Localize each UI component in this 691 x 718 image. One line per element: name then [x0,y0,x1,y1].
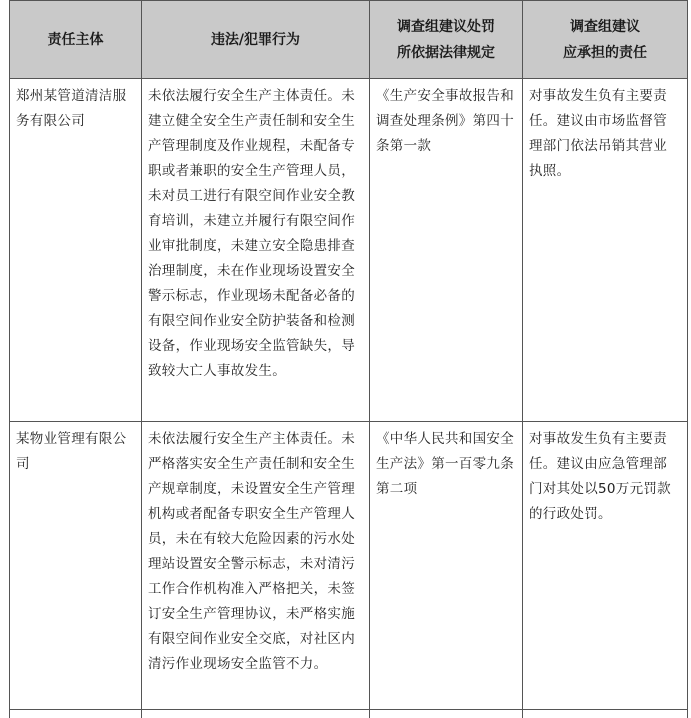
cell-subject: 某物业管理有限公司 [10,422,142,710]
cell-empty [523,710,688,718]
cell-empty [10,710,142,718]
cell-violation: 未依法履行安全生产主体责任。未建立健全安全生产责任制和安全生产管理制度及作业规程，未配备专职或者兼职的安全生产管理人员，未对员工进行有限空间作业安全教育培训，未建立并履行有限空间作业审批制度，未建立安全隐患排查治理制度，未在作业现场设置安全警示标志，作业现场未配备必备的有限空间作业安全防护装备和检测设备，作业现场安全监管缺失，导致较大亡人事故发生。 [142,79,370,422]
cell-empty [142,710,370,718]
cell-responsibility: 对事故发生负有主要责任。建议由应急管理部门对其处以50万元罚款的行政处罚。 [523,422,688,710]
header-responsibility-line-2: 应承担的责任 [563,44,647,61]
table-row-cutoff [10,710,688,718]
header-violation-text: 违法/犯罪行为 [210,31,301,48]
cell-legal-basis: 《中华人民共和国安全生产法》第一百零九条第二项 [370,422,523,710]
responsibility-table [9,0,688,718]
header-legal-basis [370,1,523,79]
cell-responsibility: 对事故发生负有主要责任。建议由市场监督管理部门依法吊销其营业执照。 [523,79,688,422]
header-responsibility-line-1: 调查组建议 [570,18,640,35]
header-violation [142,1,370,79]
table-row [10,422,688,710]
header-subject-text: 责任主体 [47,31,104,48]
header-legal-basis-line-1: 调查组建议处罚 [397,18,495,35]
cell-empty [370,710,523,718]
header-legal-basis-line-2: 所依据法律规定 [397,44,495,61]
cell-subject: 郑州某管道清洁服务有限公司 [10,79,142,422]
cell-legal-basis: 《生产安全事故报告和调查处理条例》第四十条第一款 [370,79,523,422]
header-responsibility [523,1,688,79]
table-row [10,79,688,422]
cell-violation: 未依法履行安全生产主体责任。未严格落实安全生产责任制和安全生产规章制度，未设置安全生产管理机构或者配备专职安全生产管理人员，未在有较大危险因素的污水处理站设置安全警示标志，未对清污工作合作机构准入严格把关，未签订安全生产管理协议，未严格实施有限空间作业安全交底，对社区内清污作业现场安全监管不力。 [142,422,370,710]
table-header-row [10,1,688,79]
header-subject [10,1,142,79]
